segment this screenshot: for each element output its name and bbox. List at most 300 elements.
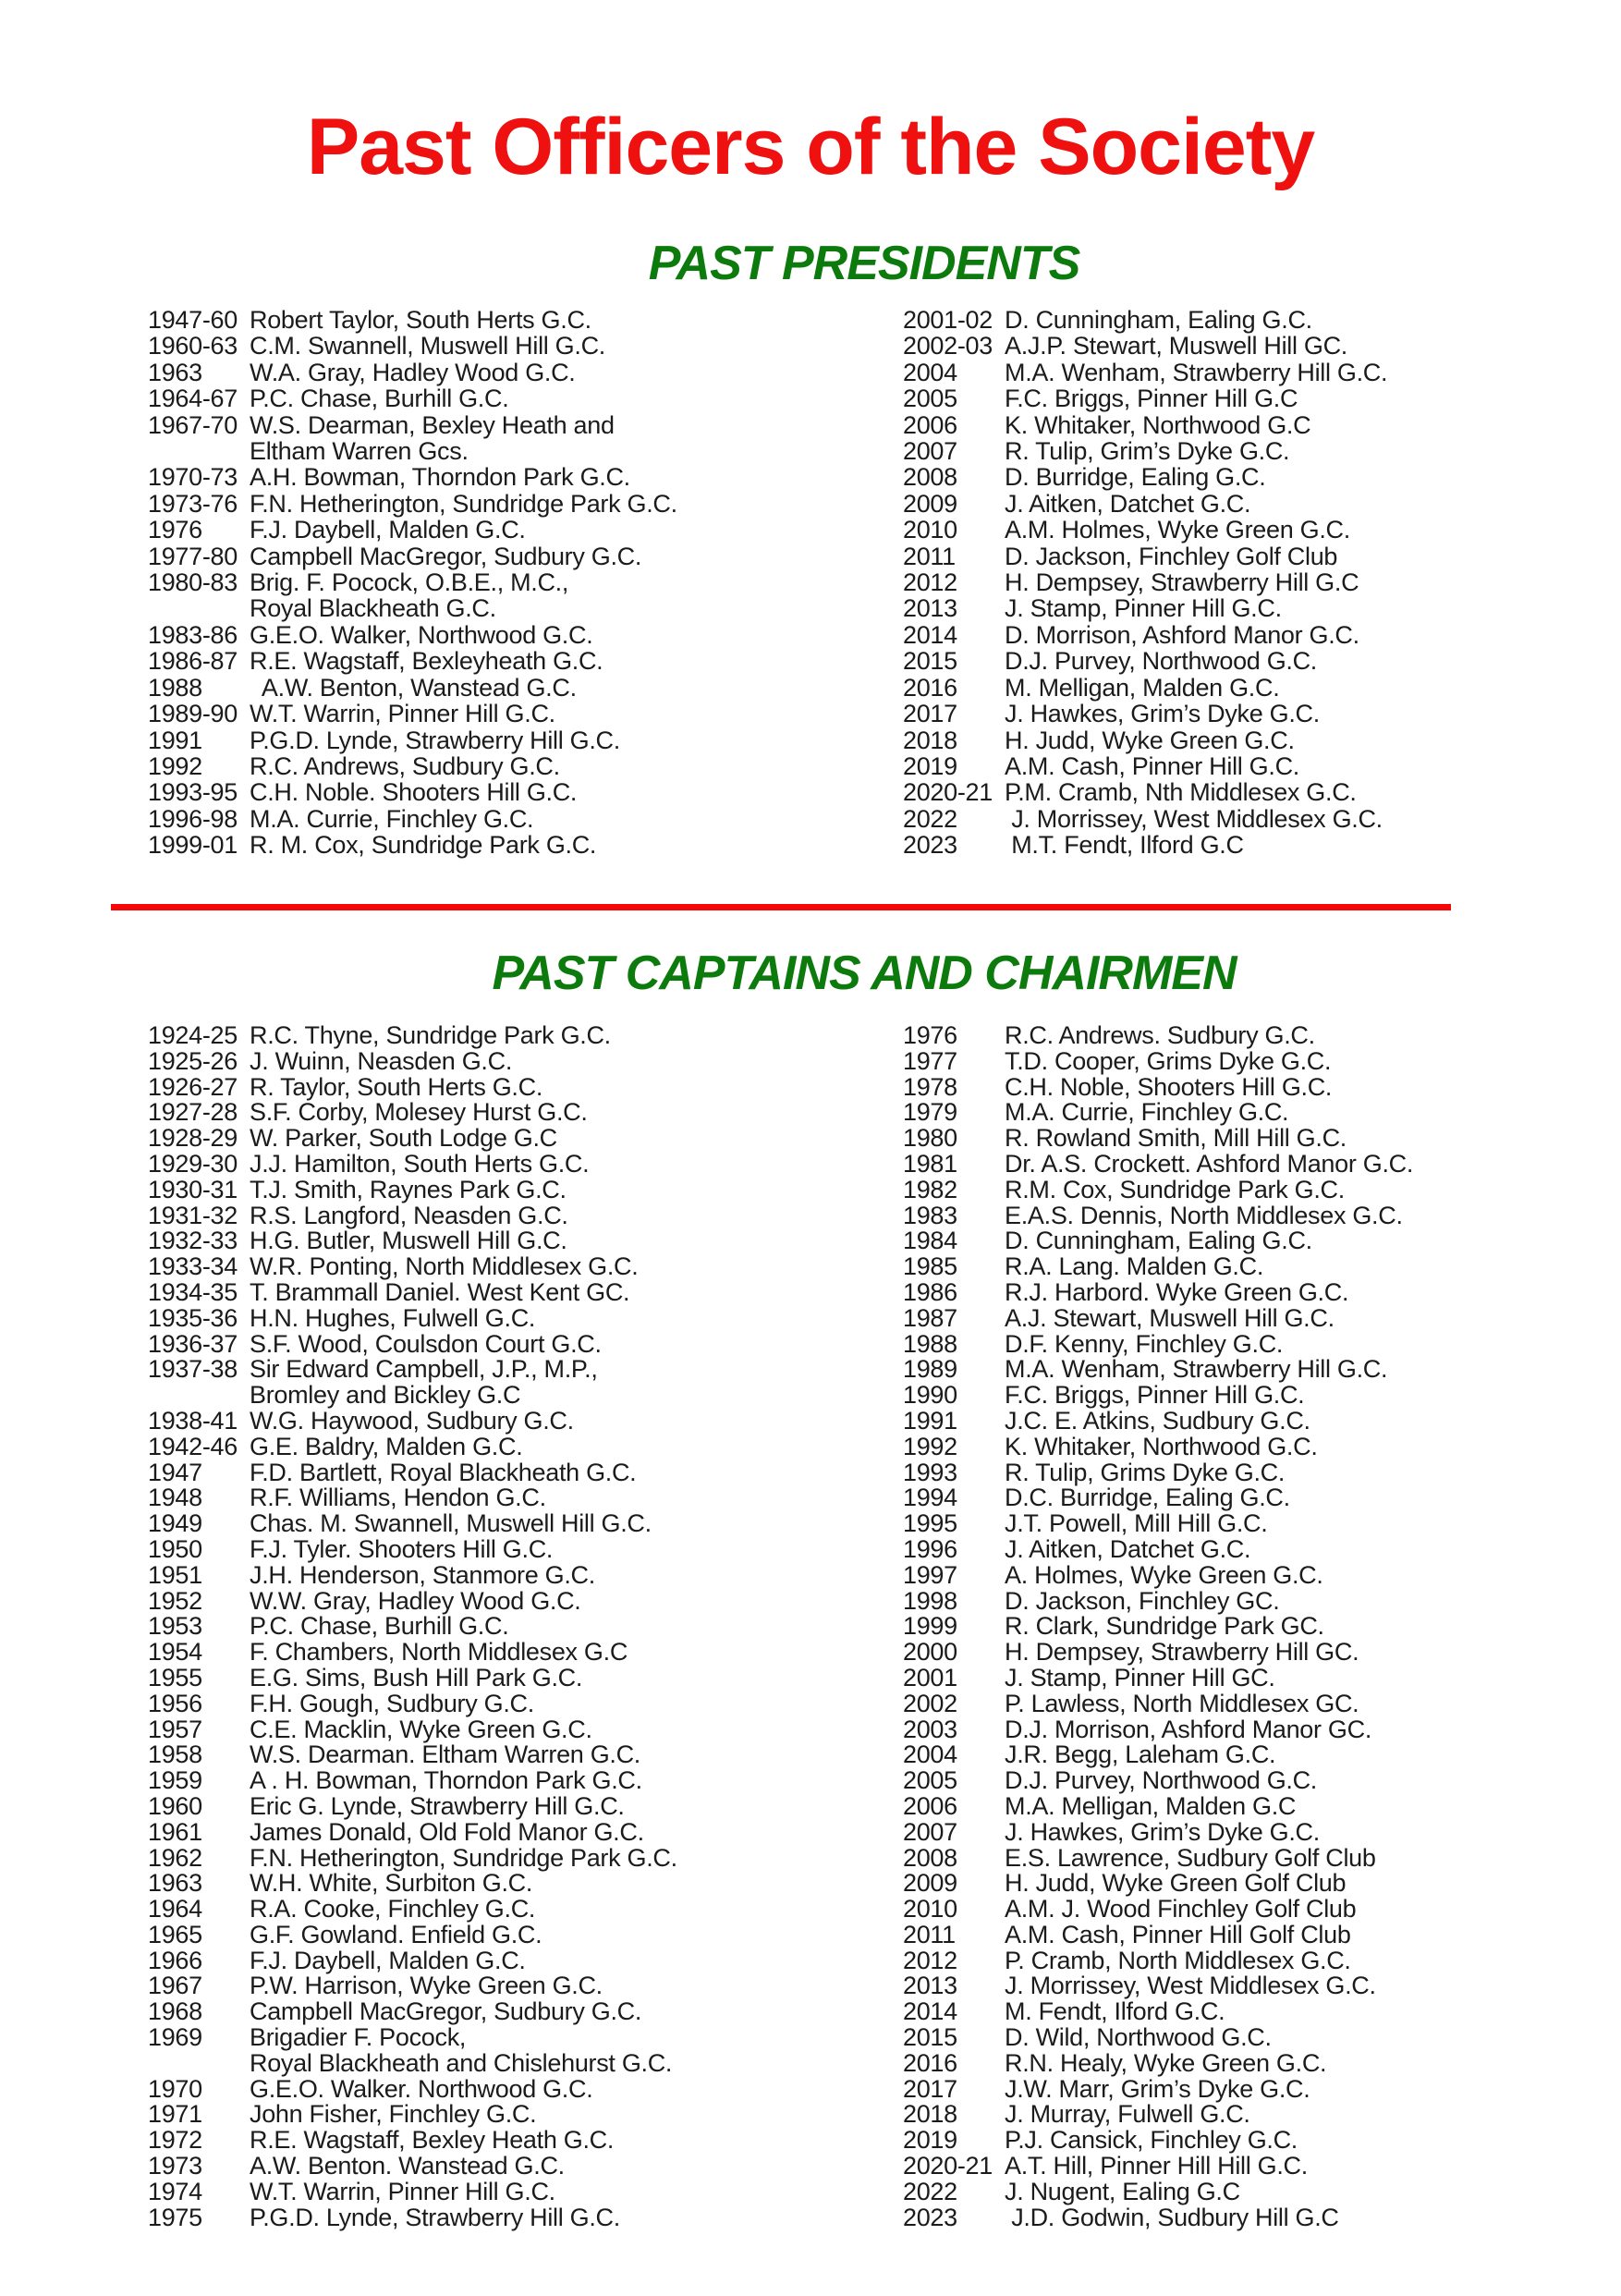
- year-label: 1989-90: [148, 700, 238, 728]
- year-label: 2002: [903, 1689, 957, 1717]
- year-label: 1991: [148, 726, 202, 754]
- year-label: 2000: [903, 1638, 957, 1667]
- list-item: [903, 753, 1580, 779]
- list-item: [148, 806, 903, 832]
- list-item: [148, 1640, 903, 1666]
- list-item: [903, 2048, 1580, 2077]
- list-item: [148, 1149, 903, 1178]
- year-label: 2007: [903, 1817, 957, 1846]
- list-item: [903, 2102, 1580, 2128]
- officer-name: J.T. Powell, Mill Hill G.C.: [1005, 1509, 1268, 1538]
- officer-name: A.T. Hill, Pinner Hill Hill G.C.: [1005, 2152, 1308, 2180]
- officer-name: J. Stamp, Pinner Hill G.C.: [1005, 594, 1282, 623]
- officer-name: R. Tulip, Grims Dyke G.C.: [1005, 1458, 1286, 1486]
- list-item: [903, 1100, 1580, 1126]
- list-item: [148, 412, 903, 438]
- list-item: [148, 1254, 903, 1280]
- list-item: [903, 1871, 1580, 1897]
- officer-name: A.M. J. Wood Finchley Golf Club: [1005, 1895, 1357, 1924]
- year-label: 1959: [148, 1766, 202, 1795]
- list-item: [903, 1560, 1580, 1589]
- year-label: 2001: [903, 1663, 957, 1691]
- officer-name: J. Murray, Fulwell G.C.: [1005, 2100, 1250, 2129]
- officer-name: A. Holmes, Wyke Green G.C.: [1005, 1560, 1323, 1589]
- officer-name: M. Melligan, Malden G.C.: [1005, 673, 1280, 702]
- officer-name: Bromley and Bickley G.C: [250, 1381, 521, 1410]
- officer-name: P.C. Chase, Burhill G.C.: [250, 1612, 509, 1641]
- list-item: [903, 595, 1580, 621]
- year-label: 1973-76: [148, 489, 238, 518]
- year-label: 2012: [903, 568, 957, 597]
- year-label: 1933-34: [148, 1252, 238, 1281]
- year-label: 1932-33: [148, 1227, 238, 1255]
- officer-name: D.J. Purvey, Northwood G.C.: [1005, 647, 1318, 676]
- officer-name: J. Stamp, Pinner Hill GC.: [1005, 1663, 1275, 1691]
- list-item: [903, 727, 1580, 753]
- list-item: [148, 1277, 903, 1306]
- list-item: [148, 1100, 903, 1126]
- officer-name: F.N. Hetherington, Sundridge Park G.C.: [250, 489, 677, 518]
- year-label: 1978: [903, 1072, 957, 1101]
- year-label: 2016: [903, 673, 957, 702]
- list-item: [148, 1329, 903, 1358]
- year-label: 1993: [903, 1458, 957, 1486]
- list-item: [903, 1254, 1580, 1280]
- captains-column-right: [903, 1023, 1580, 2230]
- year-label: 2008: [903, 463, 957, 492]
- year-label: 1999-01: [148, 831, 238, 860]
- year-label: 1958: [148, 1740, 202, 1769]
- officer-name: A.M. Cash, Pinner Hill Golf Club: [1005, 1920, 1351, 1948]
- officer-name: G.E. Baldry, Malden G.C.: [250, 1432, 523, 1460]
- section-divider: [111, 904, 1451, 910]
- officer-name: E.G. Sims, Bush Hill Park G.C.: [250, 1663, 583, 1691]
- officer-name: K. Whitaker, Northwood G.C.: [1005, 1432, 1318, 1460]
- year-label: [148, 1383, 250, 1409]
- year-label: 1972: [148, 2126, 202, 2155]
- list-item: [903, 622, 1580, 648]
- officer-name: P.C. Chase, Burhill G.C.: [250, 385, 509, 413]
- officer-name: R.N. Healy, Wyke Green G.C.: [1005, 2048, 1327, 2077]
- year-label: 1974: [148, 2177, 202, 2205]
- list-item: [903, 2128, 1580, 2154]
- year-label: 1986-87: [148, 647, 238, 676]
- list-item: [903, 360, 1580, 385]
- officer-name: F.J. Daybell, Malden G.C.: [250, 516, 526, 544]
- list-item: [903, 2025, 1580, 2051]
- list-item: [148, 1663, 903, 1691]
- list-item: [903, 1843, 1580, 1872]
- year-label: 2002-03: [903, 332, 993, 360]
- year-label: 2009: [903, 1869, 957, 1898]
- officer-name: J. Aitken, Datchet G.C.: [1005, 489, 1251, 518]
- list-item: [903, 1534, 1580, 1563]
- officer-name: D. Wild, Northwood G.C.: [1005, 2023, 1272, 2052]
- year-label: 1954: [148, 1638, 202, 1667]
- officer-name: R. Clark, Sundridge Park GC.: [1005, 1612, 1324, 1641]
- officer-name: T. Brammall Daniel. West Kent GC.: [250, 1277, 630, 1306]
- list-item: [903, 1149, 1580, 1178]
- list-item: [903, 1920, 1580, 1948]
- list-item: [148, 1406, 903, 1435]
- year-label: 1955: [148, 1663, 202, 1691]
- year-label: 1986: [903, 1277, 957, 1306]
- year-label: 1962: [148, 1843, 202, 1872]
- year-label: 1999: [903, 1612, 957, 1641]
- officer-name: H.G. Butler, Muswell Hill G.C.: [250, 1227, 567, 1255]
- year-label: 1998: [903, 1586, 957, 1615]
- list-item: [903, 333, 1580, 359]
- officer-name: R.C. Andrews. Sudbury G.C.: [1005, 1021, 1315, 1049]
- officer-name: H. Dempsey, Strawberry Hill G.C: [1005, 568, 1359, 597]
- list-item: [903, 1897, 1580, 1923]
- officer-name: H. Judd, Wyke Green Golf Club: [1005, 1869, 1347, 1898]
- list-item: [148, 2048, 903, 2077]
- year-label: 2013: [903, 1972, 957, 2000]
- officer-name: D.F. Kenny, Finchley G.C.: [1005, 1329, 1284, 1358]
- year-label: 1927-28: [148, 1098, 238, 1127]
- officer-name: A.J. Stewart, Muswell Hill G.C.: [1005, 1303, 1335, 1332]
- officer-name: W.T. Warrin, Pinner Hill G.C.: [250, 700, 555, 728]
- list-item: [148, 1560, 903, 1589]
- list-item: [903, 1432, 1580, 1460]
- year-label: 2012: [903, 1946, 957, 1974]
- list-item: [148, 1072, 903, 1101]
- officer-name: A.M. Cash, Pinner Hill G.C.: [1005, 751, 1299, 780]
- year-label: 1956: [148, 1689, 202, 1717]
- list-item: [148, 779, 903, 805]
- year-label: 1979: [903, 1098, 957, 1127]
- year-label: 1984: [903, 1227, 957, 1255]
- year-label: 1968: [148, 1997, 202, 2026]
- year-label: 1980: [903, 1124, 957, 1153]
- year-label: 1976: [148, 516, 202, 544]
- officer-name: S.F. Wood, Coulsdon Court G.C.: [250, 1329, 602, 1358]
- list-item: [148, 569, 903, 595]
- officer-name: Brigadier F. Pocock,: [250, 2023, 467, 2052]
- list-item: [903, 701, 1580, 727]
- year-label: 1926-27: [148, 1072, 238, 1101]
- year-label: 2007: [903, 437, 957, 466]
- list-item: [148, 385, 903, 411]
- officer-name: W.S. Dearman. Eltham Warren G.C.: [250, 1740, 641, 1769]
- officer-name: M. Fendt, Ilford G.C.: [1005, 1997, 1225, 2026]
- list-item: [148, 1973, 903, 1999]
- list-item: [148, 675, 903, 701]
- officer-name: W. Parker, South Lodge G.C: [250, 1124, 557, 1153]
- officer-name: J.D. Godwin, Sudbury Hill G.C: [1005, 2203, 1339, 2231]
- list-item: [148, 622, 903, 648]
- officer-name: T.D. Cooper, Grims Dyke G.C.: [1005, 1046, 1332, 1075]
- officer-name: Chas. M. Swannell, Muswell Hill G.C.: [250, 1509, 652, 1538]
- list-item: [148, 1175, 903, 1203]
- list-item: [148, 1432, 903, 1460]
- year-label: [148, 2051, 250, 2077]
- officer-name: Royal Blackheath G.C.: [250, 594, 496, 623]
- year-label: 1977-80: [148, 542, 238, 570]
- list-item: [148, 1920, 903, 1948]
- list-item: [148, 1303, 903, 1332]
- year-label: 1997: [903, 1560, 957, 1589]
- list-item: [903, 1460, 1580, 1486]
- year-label: 1967-70: [148, 410, 238, 439]
- list-item: [903, 1228, 1580, 1254]
- year-label: 2010: [903, 516, 957, 544]
- officer-name: W.S. Dearman, Bexley Heath and: [250, 410, 615, 439]
- officer-name: E.A.S. Dennis, North Middlesex G.C.: [1005, 1201, 1403, 1229]
- captains-list: [148, 1023, 1580, 2230]
- officer-name: G.F. Gowland. Enfield G.C.: [250, 1920, 542, 1948]
- year-label: 1992: [903, 1432, 957, 1460]
- year-label: 1985: [903, 1252, 957, 1281]
- year-label: 1964: [148, 1895, 202, 1924]
- year-label: 2015: [903, 647, 957, 676]
- officer-name: R.F. Williams, Hendon G.C.: [250, 1484, 546, 1512]
- year-label: 1957: [148, 1715, 202, 1743]
- list-item: [903, 2154, 1580, 2180]
- list-item: [903, 1329, 1580, 1358]
- officer-name: H. Judd, Wyke Green G.C.: [1005, 726, 1295, 754]
- list-item: [903, 1126, 1580, 1152]
- officer-name: K. Whitaker, Northwood G.C: [1005, 410, 1311, 439]
- list-item: [148, 2177, 903, 2205]
- year-label: 1983-86: [148, 620, 238, 649]
- officer-name: R. Taylor, South Herts G.C.: [250, 1072, 543, 1101]
- year-label: 1953: [148, 1612, 202, 1641]
- officer-name: Campbell MacGregor, Sudbury G.C.: [250, 542, 642, 570]
- officer-name: J. Hawkes, Grim’s Dyke G.C.: [1005, 700, 1320, 728]
- list-item: [903, 1303, 1580, 1332]
- officer-name: A . H. Bowman, Thorndon Park G.C.: [250, 1766, 642, 1795]
- officer-name: C.H. Noble, Shooters Hill G.C.: [1005, 1072, 1333, 1101]
- year-label: 2017: [903, 2074, 957, 2103]
- officer-name: R.E. Wagstaff, Bexley Heath G.C.: [250, 2126, 615, 2155]
- year-label: 2017: [903, 700, 957, 728]
- list-item: [903, 1717, 1580, 1743]
- year-label: 1930-31: [148, 1175, 238, 1203]
- officer-name: F.C. Briggs, Pinner Hill G.C.: [1005, 1381, 1305, 1410]
- officer-name: P.G.D. Lynde, Strawberry Hill G.C.: [250, 2203, 620, 2231]
- list-item: [148, 1511, 903, 1537]
- officer-name: D. Jackson, Finchley Golf Club: [1005, 542, 1338, 570]
- year-label: 1964-67: [148, 385, 238, 413]
- officer-name: Campbell MacGregor, Sudbury G.C.: [250, 1997, 642, 2026]
- list-item: [903, 779, 1580, 805]
- officer-name: J.J. Hamilton, South Herts G.C.: [250, 1149, 590, 1178]
- officer-name: R.C. Thyne, Sundridge Park G.C.: [250, 1021, 611, 1049]
- list-item: [903, 464, 1580, 490]
- list-item: [903, 2074, 1580, 2103]
- year-label: 2023: [903, 831, 957, 860]
- officer-name: Eric G. Lynde, Strawberry Hill G.C.: [250, 1791, 625, 1820]
- list-item: [148, 2102, 903, 2128]
- year-label: 1965: [148, 1920, 202, 1948]
- officer-name: R.S. Langford, Neasden G.C.: [250, 1201, 568, 1229]
- year-label: 1931-32: [148, 1201, 238, 1229]
- year-label: 1982: [903, 1175, 957, 1203]
- officer-name: G.E.O. Walker, Northwood G.C.: [250, 620, 593, 649]
- officer-name: F.D. Bartlett, Royal Blackheath G.C.: [250, 1458, 637, 1486]
- year-label: 1994: [903, 1484, 957, 1512]
- year-label: 1960: [148, 1791, 202, 1820]
- year-label: 2006: [903, 1791, 957, 1820]
- list-item: [148, 1791, 903, 1820]
- officer-name: P.J. Cansick, Finchley G.C.: [1005, 2126, 1298, 2155]
- list-item: [903, 412, 1580, 438]
- list-item: [903, 832, 1580, 858]
- list-item: [148, 1897, 903, 1923]
- year-label: 1981: [903, 1149, 957, 1178]
- officer-name: S.F. Corby, Molesey Hurst G.C.: [250, 1098, 588, 1127]
- year-label: 1950: [148, 1534, 202, 1563]
- list-item: [148, 1534, 903, 1563]
- officer-name: Brig. F. Pocock, O.B.E., M.C.,: [250, 568, 569, 597]
- list-item: [903, 1691, 1580, 1717]
- year-label: 1970-73: [148, 463, 238, 492]
- year-label: 1935-36: [148, 1303, 238, 1332]
- officer-name: A.M. Holmes, Wyke Green G.C.: [1005, 516, 1350, 544]
- officer-name: Sir Edward Campbell, J.P., M.P.,: [250, 1355, 598, 1384]
- officer-name: R.E. Wagstaff, Bexleyheath G.C.: [250, 647, 603, 676]
- list-item: [903, 1023, 1580, 1049]
- list-item: [148, 701, 903, 727]
- presidents-column-left: [148, 307, 903, 859]
- list-item: [903, 2205, 1580, 2231]
- officer-name: T.J. Smith, Raynes Park G.C.: [250, 1175, 567, 1203]
- officer-name: F.J. Daybell, Malden G.C.: [250, 1946, 526, 1974]
- year-label: 1991: [903, 1406, 957, 1435]
- presidents-list: [148, 307, 1580, 859]
- officer-name: W.H. White, Surbiton G.C.: [250, 1869, 533, 1898]
- list-item: [148, 1691, 903, 1717]
- list-item: [903, 1511, 1580, 1537]
- year-label: 1966: [148, 1946, 202, 1974]
- list-item: [148, 517, 903, 543]
- list-item: [148, 2154, 903, 2180]
- officer-name: R.A. Cooke, Finchley G.C.: [250, 1895, 536, 1924]
- year-label: 1990: [903, 1381, 957, 1410]
- list-item: [903, 1663, 1580, 1691]
- list-item: [903, 1383, 1580, 1409]
- year-label: 2016: [903, 2048, 957, 2077]
- officer-name: D.J. Morrison, Ashford Manor GC.: [1005, 1715, 1372, 1743]
- year-label: [148, 438, 250, 464]
- officer-name: M.A. Currie, Finchley G.C.: [1005, 1098, 1289, 1127]
- year-label: 1948: [148, 1484, 202, 1512]
- year-label: 2008: [903, 1843, 957, 1872]
- list-item: [903, 1640, 1580, 1666]
- list-item: [903, 2177, 1580, 2205]
- officer-name: G.E.O. Walker. Northwood G.C.: [250, 2074, 593, 2103]
- officer-name: A.W. Benton, Wanstead G.C.: [250, 673, 577, 702]
- officer-name: J. Nugent, Ealing G.C: [1005, 2177, 1240, 2205]
- year-label: 1988: [148, 673, 202, 702]
- list-item: [903, 1072, 1580, 1101]
- list-item: [148, 1817, 903, 1846]
- officer-name: C.M. Swannell, Muswell Hill G.C.: [250, 332, 605, 360]
- list-item: [903, 1768, 1580, 1794]
- presidents-heading: PAST PRESIDENTS: [648, 237, 1080, 290]
- officer-name: D. Burridge, Ealing G.C.: [1005, 463, 1266, 492]
- list-item: [148, 1023, 903, 1049]
- year-label: 1980-83: [148, 568, 238, 597]
- officer-name: M.A. Wenham, Strawberry Hill G.C.: [1005, 1355, 1388, 1384]
- year-label: 1929-30: [148, 1149, 238, 1178]
- officer-name: P. Cramb, North Middlesex G.C.: [1005, 1946, 1351, 1974]
- year-label: 1987: [903, 1303, 957, 1332]
- year-label: 2011: [903, 542, 956, 570]
- officer-name: P.G.D. Lynde, Strawberry Hill G.C.: [250, 726, 620, 754]
- year-label: 2011: [903, 1920, 956, 1948]
- year-label: 1996: [903, 1534, 957, 1563]
- list-item: [903, 806, 1580, 832]
- officer-name: D. Cunningham, Ealing G.C.: [1005, 306, 1312, 334]
- year-label: 2003: [903, 1715, 957, 1743]
- list-item: [903, 1586, 1580, 1615]
- list-item: [148, 1228, 903, 1254]
- list-item: [903, 675, 1580, 701]
- officer-name: James Donald, Old Fold Manor G.C.: [250, 1817, 644, 1846]
- officer-name: M.A. Wenham, Strawberry Hill G.C.: [1005, 358, 1388, 386]
- list-item: [148, 1126, 903, 1152]
- list-item: [903, 1277, 1580, 1306]
- year-label: 2018: [903, 2100, 957, 2129]
- list-item: [903, 1742, 1580, 1768]
- year-label: 1938-41: [148, 1406, 238, 1435]
- officer-name: Robert Taylor, South Herts G.C.: [250, 306, 591, 334]
- officer-name: W.G. Haywood, Sudbury G.C.: [250, 1406, 574, 1435]
- list-item: [148, 1460, 903, 1486]
- list-item: [903, 569, 1580, 595]
- list-item: [148, 1586, 903, 1615]
- list-item: [903, 307, 1580, 333]
- list-item: [903, 648, 1580, 674]
- year-label: 2004: [903, 358, 957, 386]
- list-item: [148, 1871, 903, 1897]
- officer-name: D. Cunningham, Ealing G.C.: [1005, 1227, 1312, 1255]
- list-item: [903, 1614, 1580, 1640]
- officer-name: J. Morrissey, West Middlesex G.C.: [1005, 804, 1383, 833]
- list-item: [148, 1948, 903, 1974]
- officer-name: J. Aitken, Datchet G.C.: [1005, 1534, 1251, 1563]
- year-label: [148, 595, 250, 621]
- officer-name: J.C. E. Atkins, Sudbury G.C.: [1005, 1406, 1310, 1435]
- year-label: 2020-21: [903, 778, 993, 807]
- year-label: 1993-95: [148, 778, 238, 807]
- list-item: [148, 1742, 903, 1768]
- officer-name: W.W. Gray, Hadley Wood G.C.: [250, 1586, 581, 1615]
- year-label: 1973: [148, 2152, 202, 2180]
- list-item: [903, 1357, 1580, 1383]
- page-title: Past Officers of the Society: [306, 103, 1315, 191]
- list-item: [148, 1383, 903, 1409]
- year-label: 1937-38: [148, 1355, 238, 1384]
- year-label: 2020-21: [903, 2152, 993, 2180]
- officer-name: D. Jackson, Finchley GC.: [1005, 1586, 1280, 1615]
- officer-name: Eltham Warren Gcs.: [250, 437, 469, 466]
- year-label: 2019: [903, 2126, 957, 2155]
- officer-name: R. Rowland Smith, Mill Hill G.C.: [1005, 1124, 1347, 1153]
- officer-name: A.W. Benton. Wanstead G.C.: [250, 2152, 565, 2180]
- officer-name: M.A. Melligan, Malden G.C: [1005, 1791, 1297, 1820]
- year-label: 2009: [903, 489, 957, 518]
- officer-name: F.N. Hetherington, Sundridge Park G.C.: [250, 1843, 677, 1872]
- year-label: 2023: [903, 2203, 957, 2231]
- year-label: 2004: [903, 1740, 957, 1769]
- officer-name: E.S. Lawrence, Sudbury Golf Club: [1005, 1843, 1376, 1872]
- year-label: 1947-60: [148, 306, 238, 334]
- list-item: [148, 1768, 903, 1794]
